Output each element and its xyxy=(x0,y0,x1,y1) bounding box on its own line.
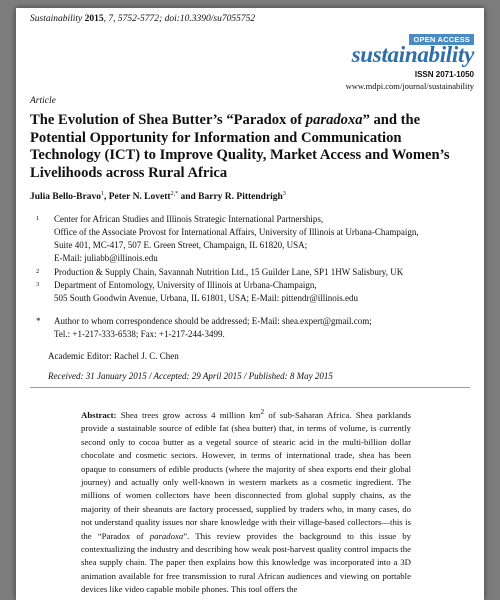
correspondence-line: Tel.: +1-217-333-6538; Fax: +1-217-244-3499. xyxy=(54,329,225,339)
correspondence-note xyxy=(30,315,470,341)
author-list xyxy=(30,191,470,202)
affiliation-line: Office of the Associate Provost for International Affairs, University of Illinois at Urbana-Champaign, xyxy=(54,227,419,237)
abstract-italic: paradoxa xyxy=(149,530,184,541)
article-title xyxy=(30,112,470,182)
paper-page xyxy=(16,8,484,600)
affiliation-2 xyxy=(30,266,470,279)
affiliation-line: 505 South Goodwin Avenue, Urbana, IL 61801, USA; E-Mail: pittendr@illinois.edu xyxy=(54,293,359,303)
author-separator: , xyxy=(104,192,109,203)
author-affil-mark: 3 xyxy=(282,191,286,197)
affiliation-1 xyxy=(30,213,470,265)
affiliation-number: 2 xyxy=(36,268,40,275)
author-affil-mark: 1 xyxy=(101,191,104,197)
issn: ISSN 2071-1050 xyxy=(414,70,474,79)
affiliation-number: 3 xyxy=(36,281,40,288)
abstract xyxy=(81,406,411,597)
author-affil-mark: 2,* xyxy=(170,191,179,197)
citation-rest: , 7, 5752-5772; doi:10.3390/su7055752 xyxy=(103,14,256,24)
abstract-superscript: 2 xyxy=(260,408,265,416)
journal-year: 2015 xyxy=(84,14,104,24)
affiliation-line: Department of Entomology, University of Illinois at Urbana-Champaign, xyxy=(54,280,317,290)
title-part-2: ” and the Potential Opportunity for Information and Communication Technology (ICT) to Improve Quality, Market Access and Women’s Livelihoods across Rural Africa xyxy=(30,112,450,181)
abstract-text: ”. This review provides the background to this issue by contextualizing the industry and describing how weak post-harvest quality control impacts the shea supply chain. The paper then explains how this knowledge was incorporated into a 3D animation available for free transmission to rural African audiences and viewing on portable devices like video capable mobile phones. This tool offers the xyxy=(81,530,411,595)
abstract-label: Abstract: xyxy=(81,409,117,420)
author-name: Peter N. Lovett xyxy=(108,192,171,203)
correspondence-line: Author to whom correspondence should be addressed; E-Mail: shea.expert@gmail.com; xyxy=(54,316,372,326)
title-italic: paradoxa xyxy=(305,112,363,128)
author-separator: and xyxy=(178,192,199,203)
journal-logo-name: sustainability xyxy=(351,42,474,67)
affiliation-line: Center for African Studies and Illinois Strategic International Partnerships, xyxy=(54,214,324,224)
affiliation-line: Suite 401, MC-417, 507 E. Green Street, Champaign, IL 61820, USA; xyxy=(54,240,308,250)
author-name: Barry R. Pittendrigh xyxy=(198,192,283,203)
affiliation-number: 1 xyxy=(36,215,40,222)
journal-prefix: Sustainability xyxy=(30,14,83,24)
affiliation-3 xyxy=(30,279,470,305)
article-type: Article xyxy=(30,96,56,106)
header-divider xyxy=(30,387,470,388)
title-part-1: The Evolution of Shea Butter’s “Paradox of xyxy=(30,112,306,128)
journal-url[interactable]: www.mdpi.com/journal/sustainability xyxy=(345,81,474,91)
abstract-text: of sub-Saharan Africa. Shea parklands provide a sustainable source of edible fat (shea butter) that, in terms of volume, is currently second only to cocoa butter as a vegetal source of stearic acid in the multi-billion dollar chocolate and cosmetic sectors. However, in terms of international trade, shea has been opaque to consumers of edible products (where the majority of shea exports end their global journey) and actually only well-known in western markets as a cosmetic ingredient. The millions of women collectors have been disconnected from global supply chains, as the majority of their sheanuts are factory processed, supplied by traders who, in many cases, do not understand quality issues nor share knowledge with their village-based collectors—this is the “Paradox of xyxy=(81,409,411,541)
abstract-text: Shea trees grow across 4 million km xyxy=(116,409,261,420)
publication-dates: Received: 31 January 2015 / Accepted: 29 April 2015 / Published: 8 May 2015 xyxy=(48,371,333,381)
correspondence-mark: * xyxy=(36,316,41,326)
academic-editor: Academic Editor: Rachel J. C. Chen xyxy=(48,351,179,361)
affiliation-line: Production & Supply Chain, Savannah Nutrition Ltd., 15 Guilder Lane, SP1 1HW Salisbury, UK xyxy=(54,267,404,277)
author-name: Julia Bello-Bravo xyxy=(30,192,101,203)
citation-line xyxy=(30,14,255,24)
open-access-badge: OPEN ACCESS xyxy=(409,34,474,45)
affiliation-email[interactable]: E-Mail: juliabb@illinois.edu xyxy=(54,253,158,263)
